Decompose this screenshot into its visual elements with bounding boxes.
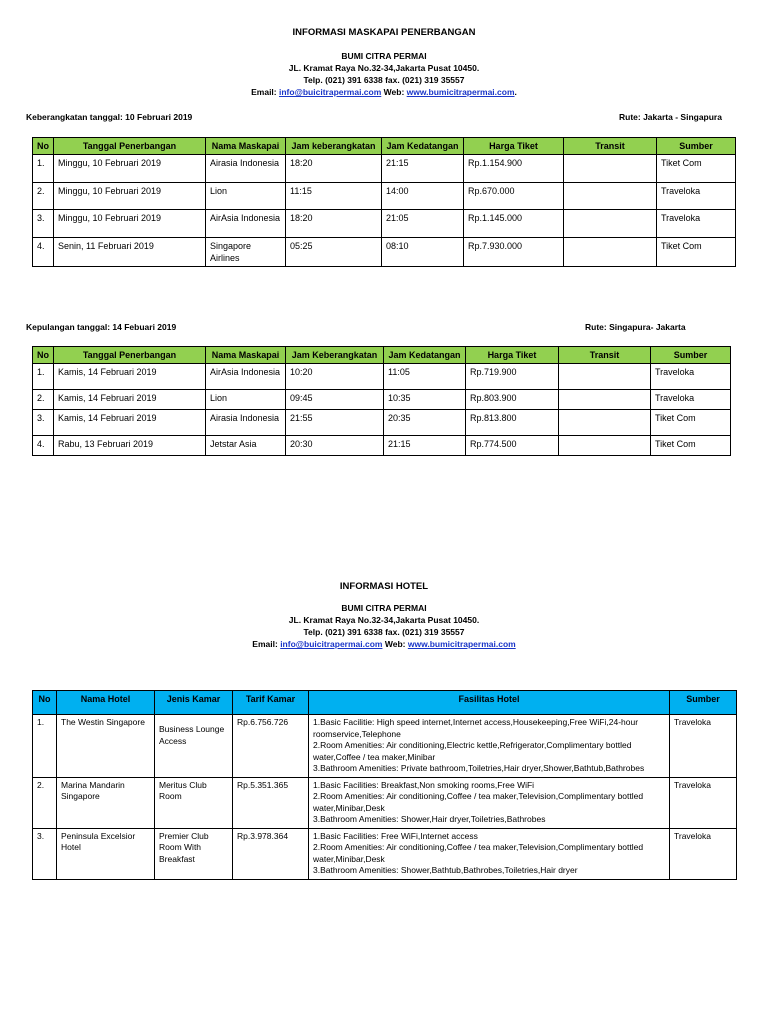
header-cell: Jam Kedatangan xyxy=(384,347,466,364)
header-cell: Fasilitas Hotel xyxy=(309,691,670,715)
facility-line: 2.Room Amenities: Air conditioning,Coffee / tea maker,Television,Complimentary bottled water,Minibar,Desk xyxy=(313,791,644,813)
hotel-info-title: INFORMASI HOTEL xyxy=(339,581,429,592)
cell-room-rate: Rp.6.756.726 xyxy=(233,715,309,778)
facility-line: 3.Bathroom Amenities: Shower,Bathtub,Bathrobes,Toiletries,Hair dryer xyxy=(313,865,578,875)
departure-route-label: Rute: Jakarta - Singapura xyxy=(619,112,722,122)
cell-no: 1. xyxy=(33,155,54,183)
cell-airline: Jetstar Asia xyxy=(206,436,286,456)
table-row xyxy=(33,364,731,390)
company-contact xyxy=(0,86,768,98)
company-address: JL. Kramat Raya No.32-34,Jakarta Pusat 10450. xyxy=(288,615,480,625)
cell-no: 3. xyxy=(33,410,54,436)
cell-hotel-name: The Westin Singapore xyxy=(57,715,155,778)
cell-airline: Airasia Indonesia xyxy=(206,155,286,183)
table-row xyxy=(33,410,731,436)
cell-hotel-name: Peninsula Excelsior Hotel xyxy=(57,828,155,879)
cell-price: Rp.670.000 xyxy=(464,183,564,210)
web-suffix: . xyxy=(514,87,517,97)
facility-line: 1.Basic Facilities: Free WiFi,Internet access xyxy=(313,830,478,841)
cell-airline: Airasia Indonesia xyxy=(206,410,286,436)
cell-date: Kamis, 14 Februari 2019 xyxy=(54,410,206,436)
facility-line: 1.Basic Facilitie: High speed internet,Internet access,Housekeeping,Free WiFi,24-hour roomservice,Telephone xyxy=(313,717,639,739)
header-cell: No xyxy=(33,691,57,715)
table-row xyxy=(33,828,737,879)
header-cell: Sumber xyxy=(651,347,731,364)
table-row xyxy=(33,436,731,456)
header-cell: Tarif Kamar xyxy=(233,691,309,715)
cell-room-type: Business Lounge Access xyxy=(155,715,233,778)
company-phone: Telp. (021) 391 6338 fax. (021) 319 35557 xyxy=(303,75,465,85)
cell-date: Rabu, 13 Februari 2019 xyxy=(54,436,206,456)
cell-transit xyxy=(559,390,651,410)
cell-airline: Lion xyxy=(206,183,286,210)
cell-source: Traveloka xyxy=(670,715,737,778)
cell-source: Traveloka xyxy=(670,777,737,828)
cell-source: Tiket Com xyxy=(657,155,736,183)
cell-transit xyxy=(559,436,651,456)
header-cell: Harga Tiket xyxy=(464,138,564,155)
cell-airline: AirAsia Indonesia xyxy=(206,364,286,390)
email-label: Email: xyxy=(252,639,278,649)
facility-line: 1.Basic Facilities: Breakfast,Non smoking rooms,Free WiFi xyxy=(313,779,535,790)
cell-source: Traveloka xyxy=(651,390,731,410)
facility-line: 2.Room Amenities: Air conditioning,Electric kettle,Refrigerator,Complimentary bottled water,Coffee / tea maker,Minibar xyxy=(313,740,632,762)
cell-date: Minggu, 10 Februari 2019 xyxy=(54,183,206,210)
departure-date-label: Keberangkatan tanggal: 10 Februari 2019 xyxy=(26,112,193,122)
facility-line: 2.Room Amenities: Air conditioning,Coffee / tea maker,Television,Complimentary bottled water,Minibar,Desk xyxy=(313,842,644,864)
cell-airline: Singapore Airlines xyxy=(206,238,286,267)
cell-hotel-name: Marina Mandarin Singapore xyxy=(57,777,155,828)
cell-transit xyxy=(564,155,657,183)
email-link[interactable]: info@buicitrapermai.com xyxy=(279,87,382,97)
table-row xyxy=(33,155,736,183)
header-cell: Tanggal Penerbangan xyxy=(54,347,206,364)
cell-price: Rp.774.500 xyxy=(466,436,559,456)
email-link[interactable]: info@buicitrapermai.com xyxy=(280,639,383,649)
cell-arrival-time: 10:35 xyxy=(384,390,466,410)
table-row xyxy=(33,183,736,210)
cell-date: Minggu, 10 Februari 2019 xyxy=(54,210,206,238)
cell-no: 4. xyxy=(33,436,54,456)
table-row xyxy=(33,210,736,238)
cell-departure-time: 20:30 xyxy=(286,436,384,456)
header-cell: Tanggal Penerbangan xyxy=(54,138,206,155)
cell-no: 3. xyxy=(33,210,54,238)
web-label: Web: xyxy=(383,87,405,97)
return-date-label: Kepulangan tanggal: 14 Febuari 2019 xyxy=(26,322,177,332)
email-label: Email: xyxy=(251,87,277,97)
cell-price: Rp.719.900 xyxy=(466,364,559,390)
header-cell: Nama Maskapai xyxy=(206,138,286,155)
web-label: Web: xyxy=(384,639,406,649)
return-route-label: Rute: Singapura- Jakarta xyxy=(585,322,686,332)
cell-room-type: Meritus Club Room xyxy=(155,777,233,828)
table-header-row xyxy=(33,347,731,364)
header-cell: Sumber xyxy=(670,691,737,715)
cell-departure-time: 18:20 xyxy=(286,210,382,238)
cell-source: Traveloka xyxy=(651,364,731,390)
header-cell: No xyxy=(33,347,54,364)
cell-departure-time: 21:55 xyxy=(286,410,384,436)
cell-no: 3. xyxy=(33,828,57,879)
table-row xyxy=(33,715,737,778)
cell-source: Tiket Com xyxy=(651,410,731,436)
header-cell: Transit xyxy=(564,138,657,155)
cell-no: 1. xyxy=(33,364,54,390)
hotel-table xyxy=(32,690,737,880)
table-header-row xyxy=(33,691,737,715)
cell-price: Rp.813.800 xyxy=(466,410,559,436)
cell-transit xyxy=(564,210,657,238)
cell-transit xyxy=(559,364,651,390)
cell-facilities xyxy=(309,777,670,828)
company-phone: Telp. (021) 391 6338 fax. (021) 319 35557 xyxy=(303,627,465,637)
facility-line: 3.Bathroom Amenities: Shower,Hair dryer,Toiletries,Bathrobes xyxy=(313,814,546,824)
table-row xyxy=(33,390,731,410)
cell-no: 2. xyxy=(33,390,54,410)
header-cell: Sumber xyxy=(657,138,736,155)
company-name: BUMI CITRA PERMAI xyxy=(341,603,427,613)
cell-date: Kamis, 14 Februari 2019 xyxy=(54,390,206,410)
header-cell: Harga Tiket xyxy=(466,347,559,364)
cell-source: Traveloka xyxy=(670,828,737,879)
company-contact xyxy=(0,638,768,650)
cell-price: Rp.803.900 xyxy=(466,390,559,410)
header-cell: Jam Keberangkatan xyxy=(286,347,384,364)
cell-no: 1. xyxy=(33,715,57,778)
header-cell: Jenis Kamar xyxy=(155,691,233,715)
header-cell: Jam keberangkatan xyxy=(286,138,382,155)
company-address: JL. Kramat Raya No.32-34,Jakarta Pusat 10450. xyxy=(288,63,480,73)
cell-room-rate: Rp.3.978.364 xyxy=(233,828,309,879)
header-cell: Jam Kedatangan xyxy=(382,138,464,155)
flight-info-title: INFORMASI MASKAPAI PENERBANGAN xyxy=(292,27,476,38)
cell-departure-time: 05:25 xyxy=(286,238,382,267)
cell-facilities xyxy=(309,828,670,879)
cell-airline: AirAsia Indonesia xyxy=(206,210,286,238)
cell-arrival-time: 20:35 xyxy=(384,410,466,436)
web-link[interactable]: www.bumicitrapermai.com xyxy=(407,639,516,649)
header-cell: Nama Maskapai xyxy=(206,347,286,364)
cell-departure-time: 10:20 xyxy=(286,364,384,390)
cell-airline: Lion xyxy=(206,390,286,410)
cell-departure-time: 18:20 xyxy=(286,155,382,183)
cell-arrival-time: 14:00 xyxy=(382,183,464,210)
hotel-info-header xyxy=(0,581,768,650)
facility-line: 3.Bathroom Amenities: Private bathroom,Toiletries,Hair dryer,Shower,Bathtub,Bathrobes xyxy=(313,763,645,773)
cell-date: Minggu, 10 Februari 2019 xyxy=(54,155,206,183)
cell-room-rate: Rp.5.351.365 xyxy=(233,777,309,828)
cell-date: Kamis, 14 Februari 2019 xyxy=(54,364,206,390)
flight-info-header xyxy=(0,27,768,98)
cell-arrival-time: 08:10 xyxy=(382,238,464,267)
company-name: BUMI CITRA PERMAI xyxy=(341,51,427,61)
cell-arrival-time: 11:05 xyxy=(384,364,466,390)
cell-no: 4. xyxy=(33,238,54,267)
cell-no: 2. xyxy=(33,183,54,210)
header-cell: Transit xyxy=(559,347,651,364)
cell-arrival-time: 21:15 xyxy=(384,436,466,456)
cell-facilities xyxy=(309,715,670,778)
cell-price: Rp.7.930.000 xyxy=(464,238,564,267)
cell-no: 2. xyxy=(33,777,57,828)
cell-source: Traveloka xyxy=(657,210,736,238)
return-table xyxy=(32,346,731,456)
table-row xyxy=(33,777,737,828)
cell-arrival-time: 21:15 xyxy=(382,155,464,183)
header-cell: No xyxy=(33,138,54,155)
cell-price: Rp.1.145.000 xyxy=(464,210,564,238)
cell-transit xyxy=(559,410,651,436)
web-link[interactable]: www.bumicitrapermai.com xyxy=(406,87,515,97)
cell-departure-time: 11:15 xyxy=(286,183,382,210)
cell-price: Rp.1.154.900 xyxy=(464,155,564,183)
cell-departure-time: 09:45 xyxy=(286,390,384,410)
cell-room-type: Premier Club Room With Breakfast xyxy=(155,828,233,879)
cell-transit xyxy=(564,238,657,267)
header-cell: Nama Hotel xyxy=(57,691,155,715)
table-row xyxy=(33,238,736,267)
cell-date: Senin, 11 Februari 2019 xyxy=(54,238,206,267)
departure-table xyxy=(32,137,736,267)
cell-source: Tiket Com xyxy=(651,436,731,456)
table-header-row xyxy=(33,138,736,155)
cell-source: Traveloka xyxy=(657,183,736,210)
cell-source: Tiket Com xyxy=(657,238,736,267)
cell-arrival-time: 21:05 xyxy=(382,210,464,238)
cell-transit xyxy=(564,183,657,210)
